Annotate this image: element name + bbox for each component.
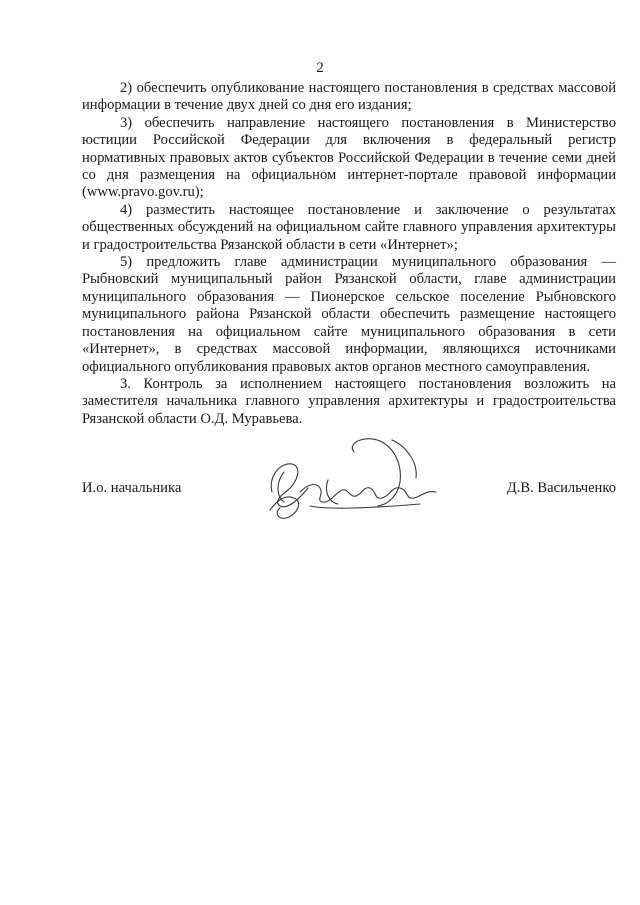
signature-block [82, 472, 616, 552]
page-number: 2 [316, 60, 324, 76]
document-body [82, 80, 616, 428]
handwritten-signature-icon [250, 432, 450, 542]
paragraph-item-4: 4) разместить настоящее постановление и заключение о результатах общественных обсуждений на официальном сайте главного управления архитектуры и градостроительства Рязанской области в сети «Интернет»; [82, 201, 616, 253]
paragraph-item-3: 3) обеспечить направление настоящего постановления в Министерство юстиции Российской Федерации для включения в федеральный регистр нормативных правовых актов субъектов Российской Федерации в течение семи дней со дня размещения на официальном интернет-портале правовой информации (www.pravo.gov.ru); [82, 114, 616, 201]
paragraph-control: 3. Контроль за исполнением настоящего постановления возложить на заместителя начальника главного управления архитектуры и градостроительства Рязанской области О.Д. Муравьева. [82, 375, 616, 427]
signer-name: Д.В. Васильченко [506, 480, 616, 496]
signer-position: И.о. начальника [82, 480, 182, 496]
paragraph-item-5: 5) предложить главе администрации муниципального образования — Рыбновский муниципальный район Рязанской области, главе администрации муниципального образования — Пионерское сельское поселение Рыбновского муниципального района Рязанской области обеспечить размещение настоящего постановления на официальном сайте муниципального образования в сети «Интернет», в средствах массовой информации, являющихся источниками официального опубликования правовых актов органов местного самоуправления. [82, 254, 616, 375]
paragraph-item-2: 2) обеспечить опубликование настоящего постановления в средствах массовой информации в течение двух дней со дня его издания; [82, 80, 616, 114]
